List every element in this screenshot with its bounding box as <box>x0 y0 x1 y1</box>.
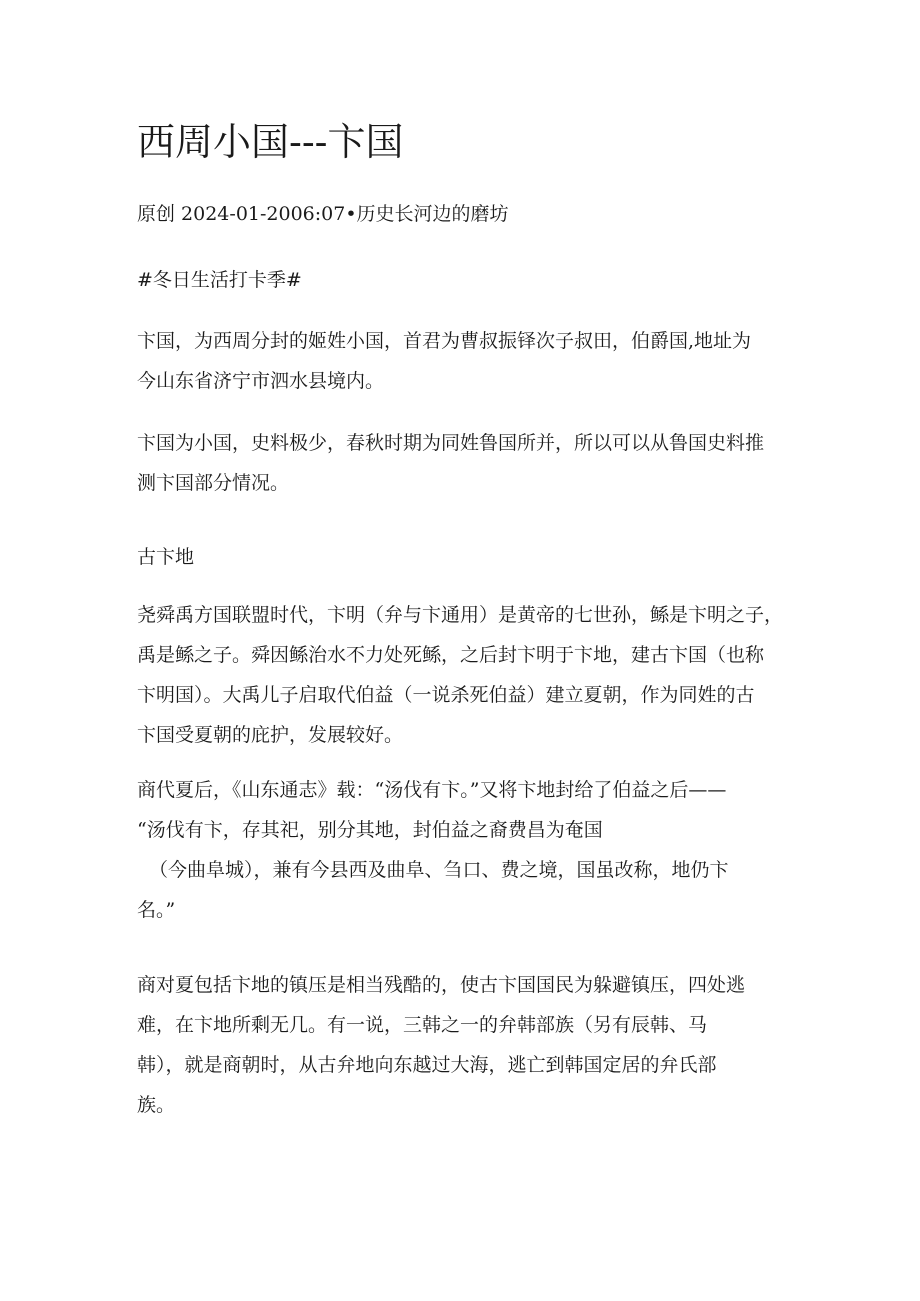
paragraph-origin <box>137 595 797 755</box>
article-meta: 原创 2024-01-2006:07•历史长河边的磨坊 <box>137 203 509 225</box>
text-line: （今曲阜城），兼有今县西及曲阜、刍口、费之境，国虽改称，地仍卞 <box>149 859 729 881</box>
section-heading <box>137 537 797 577</box>
text-line: 卞国为小国，史料极少，春秋时期为同姓鲁国所并，所以可以从鲁国史料推 <box>137 432 765 454</box>
text-line: 卞国，为西周分封的姬姓小国，首君为曹叔振铎次子叔田，伯爵国,地址为 <box>137 330 752 352</box>
text-line: 测卞国部分情况。 <box>137 472 290 494</box>
text-line: 禹是鲧之子。舜因鲧治水不力处死鲧，之后封卞明于卞地，建古卞国（也称 <box>137 644 765 666</box>
text-line: 难，在卞地所剩无几。有一说，三韩之一的弁韩部族（另有辰韩、马 <box>137 1014 708 1036</box>
text-line: 名。” <box>137 899 176 921</box>
hashtag: #冬日生活打卡季# <box>137 269 302 291</box>
text-line: 尧舜禹方国联盟时代，卞明（弁与卞通用）是黄帝的七世孙，鲧是卞明之子， <box>137 604 784 626</box>
text-line: 卞明国）。大禹儿子启取代伯益（一说杀死伯益）建立夏朝，作为同姓的古 <box>137 684 755 706</box>
text-line: 今山东省济宁市泗水县境内。 <box>137 370 385 392</box>
paragraph-intro <box>137 321 797 401</box>
text-line: 韩），就是商朝时，从古弁地向东越过大海，逃亡到韩国定居的弁氏部 <box>137 1054 717 1076</box>
article-title: 西周小国---卞国 <box>137 120 404 164</box>
heading-text: 古卞地 <box>137 546 195 568</box>
text-line: 族。 <box>137 1094 176 1116</box>
paragraph-shang <box>137 770 797 930</box>
text-line: 商对夏包括卞地的镇压是相当残酷的，使古卞国国民为躲避镇压，四处逃 <box>137 974 746 996</box>
paragraph-sources <box>137 423 797 503</box>
paragraph-exodus <box>137 965 797 1125</box>
text-line: 卞国受夏朝的庇护，发展较好。 <box>137 724 404 746</box>
text-line: “汤伐有卞，存其祀，别分其地，封伯益之裔费昌为奄国 <box>137 819 603 841</box>
text-line: 商代夏后，《山东通志》载：“汤伐有卞。”又将卞地封给了伯益之后—— <box>137 779 727 801</box>
